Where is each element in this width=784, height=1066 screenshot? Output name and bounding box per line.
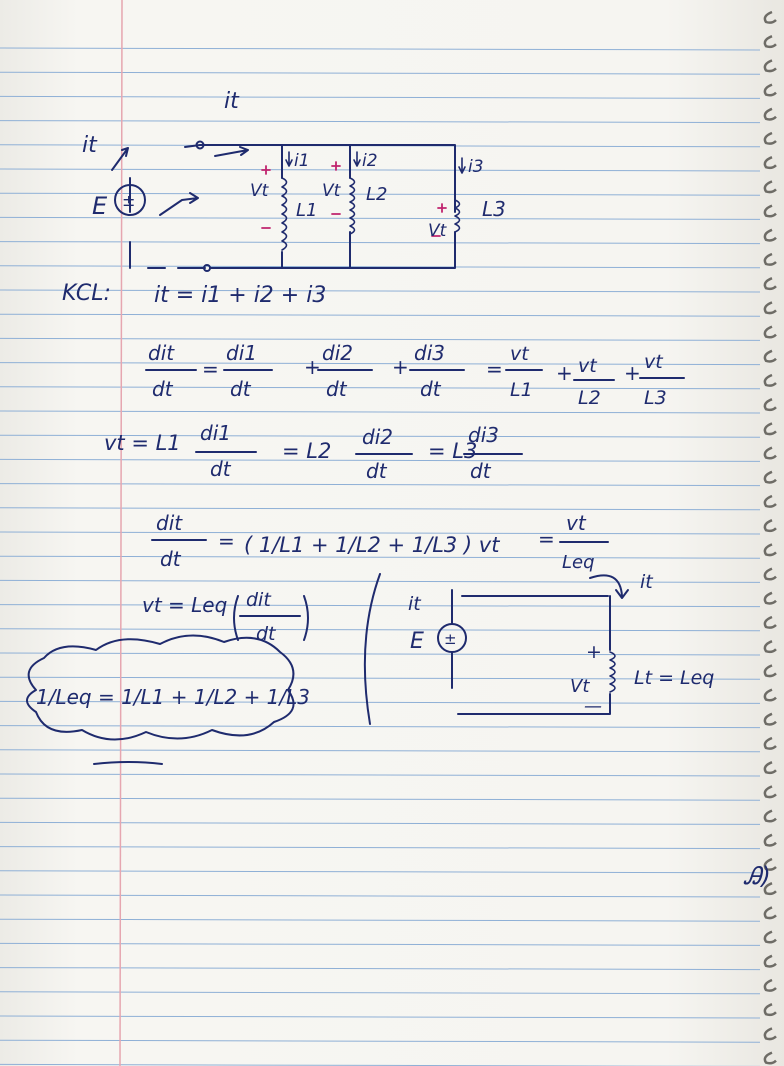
label-it-right-2: it <box>640 571 653 593</box>
circuit-2 <box>365 571 715 724</box>
inductor-label-1: L1 <box>296 200 318 221</box>
svg-text:Leq: Leq <box>562 552 595 573</box>
inductor-label-3: L3 <box>482 197 506 221</box>
rule-line <box>0 653 760 655</box>
spiral-ring <box>765 714 776 725</box>
svg-text:= L2: = L2 <box>282 439 332 463</box>
spiral-ring <box>765 278 776 289</box>
svg-text:dit: dit <box>246 589 271 611</box>
kcl-prefix: KCL: <box>62 281 111 306</box>
spiral-ring <box>765 375 776 386</box>
spiral-ring <box>765 60 776 71</box>
spiral-ring <box>765 254 776 265</box>
voltage-label-3: Vt <box>428 221 447 241</box>
rule-line <box>0 750 760 752</box>
result-equation: 1/Leq = 1/L1 + 1/L2 + 1/L3 <box>36 685 311 709</box>
spiral-ring <box>765 980 776 991</box>
svg-text:dt: dt <box>470 459 491 483</box>
svg-text:+: + <box>556 361 573 385</box>
rule-line <box>0 169 760 171</box>
spiral-ring <box>765 932 776 943</box>
spiral-ring <box>765 520 776 531</box>
svg-text:vt: vt <box>510 343 529 365</box>
spiral-ring <box>765 496 776 507</box>
spiral-ring <box>765 423 776 434</box>
svg-text:di2: di2 <box>362 425 393 449</box>
spiral-binding <box>765 12 776 1063</box>
rule-line <box>0 1016 760 1018</box>
rule-line <box>0 217 760 219</box>
spiral-ring <box>765 302 776 313</box>
spiral-ring <box>765 1004 776 1015</box>
spiral-ring <box>765 762 776 773</box>
rule-line <box>0 72 760 74</box>
spiral-ring <box>765 1053 776 1064</box>
svg-text:+: + <box>392 355 409 379</box>
svg-text:+: + <box>304 355 321 379</box>
voltage-label-1: Vt <box>250 181 269 201</box>
spiral-ring <box>765 569 776 580</box>
spiral-ring <box>765 85 776 96</box>
rule-line <box>0 774 760 776</box>
spiral-ring <box>765 786 776 797</box>
spiral-ring <box>765 956 776 967</box>
spiral-ring <box>765 206 776 217</box>
deriv-term-2: di2 <box>322 341 353 365</box>
svg-text:= L3: = L3 <box>428 439 478 463</box>
svg-text:vt: vt <box>578 355 597 377</box>
spiral-ring <box>765 617 776 628</box>
label-it-top: it <box>224 89 239 114</box>
deriv-lhs: dit <box>148 341 175 365</box>
rule-line <box>0 290 760 292</box>
svg-text:±: ± <box>122 191 136 210</box>
spiral-ring <box>765 811 776 822</box>
spiral-ring <box>765 448 776 459</box>
branch-current-3: i3 <box>468 157 484 177</box>
vt-leq: vt = Leq <box>142 593 228 617</box>
spiral-ring <box>765 351 776 362</box>
spiral-ring <box>765 327 776 338</box>
branch-current-2: i2 <box>362 151 378 171</box>
spiral-ring <box>765 738 776 749</box>
rule-line <box>0 242 760 244</box>
svg-text:dt: dt <box>326 377 347 401</box>
deriv-lhs-dt: dt <box>152 377 173 401</box>
inductor-label-2: L2 <box>366 184 388 205</box>
svg-text:+: + <box>586 641 602 663</box>
rule-line <box>0 121 760 123</box>
spiral-ring <box>765 544 776 555</box>
svg-text:vt: vt <box>644 351 663 373</box>
rule-line <box>0 484 760 486</box>
spiral-ring <box>765 665 776 676</box>
spiral-ring <box>765 157 776 168</box>
spiral-ring <box>765 472 776 483</box>
rule-line <box>0 96 760 98</box>
svg-text:di1: di1 <box>200 421 231 445</box>
rule-line <box>0 822 760 824</box>
source-label-1: E <box>92 192 108 220</box>
svg-text:L1: L1 <box>510 379 533 401</box>
spiral-ring <box>765 690 776 701</box>
combined-mid: ( 1/L1 + 1/L2 + 1/L3 ) vt <box>244 533 500 557</box>
inductor-label-c2: Lt = Leq <box>634 667 715 689</box>
spiral-ring <box>765 133 776 144</box>
label-it-left: it <box>82 133 97 158</box>
svg-text:dit: dit <box>156 511 183 535</box>
rule-line <box>0 943 760 945</box>
rule-line <box>0 48 760 50</box>
rule-line <box>0 411 760 413</box>
svg-text:dt: dt <box>256 623 276 645</box>
svg-text:—: — <box>584 696 602 717</box>
spiral-ring <box>765 593 776 604</box>
voltage-label-2: Vt <box>322 181 341 201</box>
spiral-ring <box>765 230 776 241</box>
svg-text:dt: dt <box>160 547 181 571</box>
spiral-ring <box>765 12 776 23</box>
spiral-ring <box>765 399 776 410</box>
rule-line <box>0 314 760 316</box>
spiral-ring <box>765 1028 776 1039</box>
deriv-term-3: di3 <box>414 341 445 365</box>
svg-text:=: = <box>218 529 235 553</box>
rule-line <box>0 871 760 873</box>
rule-line <box>0 992 760 994</box>
svg-text:di3: di3 <box>468 423 499 447</box>
svg-text:+: + <box>624 361 641 385</box>
voltage-label-c2: Vt <box>570 676 590 697</box>
rule-line <box>0 968 760 970</box>
rule-line <box>0 798 760 800</box>
svg-text:L2: L2 <box>578 387 601 409</box>
svg-text:dt: dt <box>210 457 231 481</box>
vt-line-prefix: vt = L1 <box>104 431 181 455</box>
svg-text:L3: L3 <box>644 387 667 409</box>
rule-line <box>0 726 760 728</box>
svg-text:=: = <box>202 357 219 381</box>
rule-line <box>0 1040 760 1042</box>
margin-mark: Ꭿ) <box>744 862 771 890</box>
svg-text:dt: dt <box>230 377 251 401</box>
spiral-ring <box>765 36 776 47</box>
rule-line <box>0 847 760 849</box>
circuit-1 <box>82 89 506 271</box>
svg-text:±: ± <box>444 630 457 648</box>
source-label-2: E <box>410 629 424 654</box>
spiral-ring <box>765 907 776 918</box>
svg-text:=: = <box>538 527 555 551</box>
label-it-left-2: it <box>408 593 421 615</box>
kcl-equation: it = i1 + i2 + i3 <box>154 283 327 308</box>
rule-line <box>0 605 760 607</box>
deriv-term-1: di1 <box>226 341 257 365</box>
svg-text:=: = <box>486 357 503 381</box>
spiral-ring <box>765 181 776 192</box>
rule-line <box>0 895 760 897</box>
rule-line <box>0 919 760 921</box>
spiral-ring <box>765 109 776 120</box>
branch-current-1: i1 <box>294 151 310 171</box>
rule-line <box>0 629 760 631</box>
svg-text:vt: vt <box>566 511 586 535</box>
spiral-ring <box>765 641 776 652</box>
svg-text:dt: dt <box>366 459 387 483</box>
svg-text:dt: dt <box>420 377 441 401</box>
spiral-ring <box>765 835 776 846</box>
rule-line <box>0 338 760 340</box>
rule-line <box>0 508 760 510</box>
